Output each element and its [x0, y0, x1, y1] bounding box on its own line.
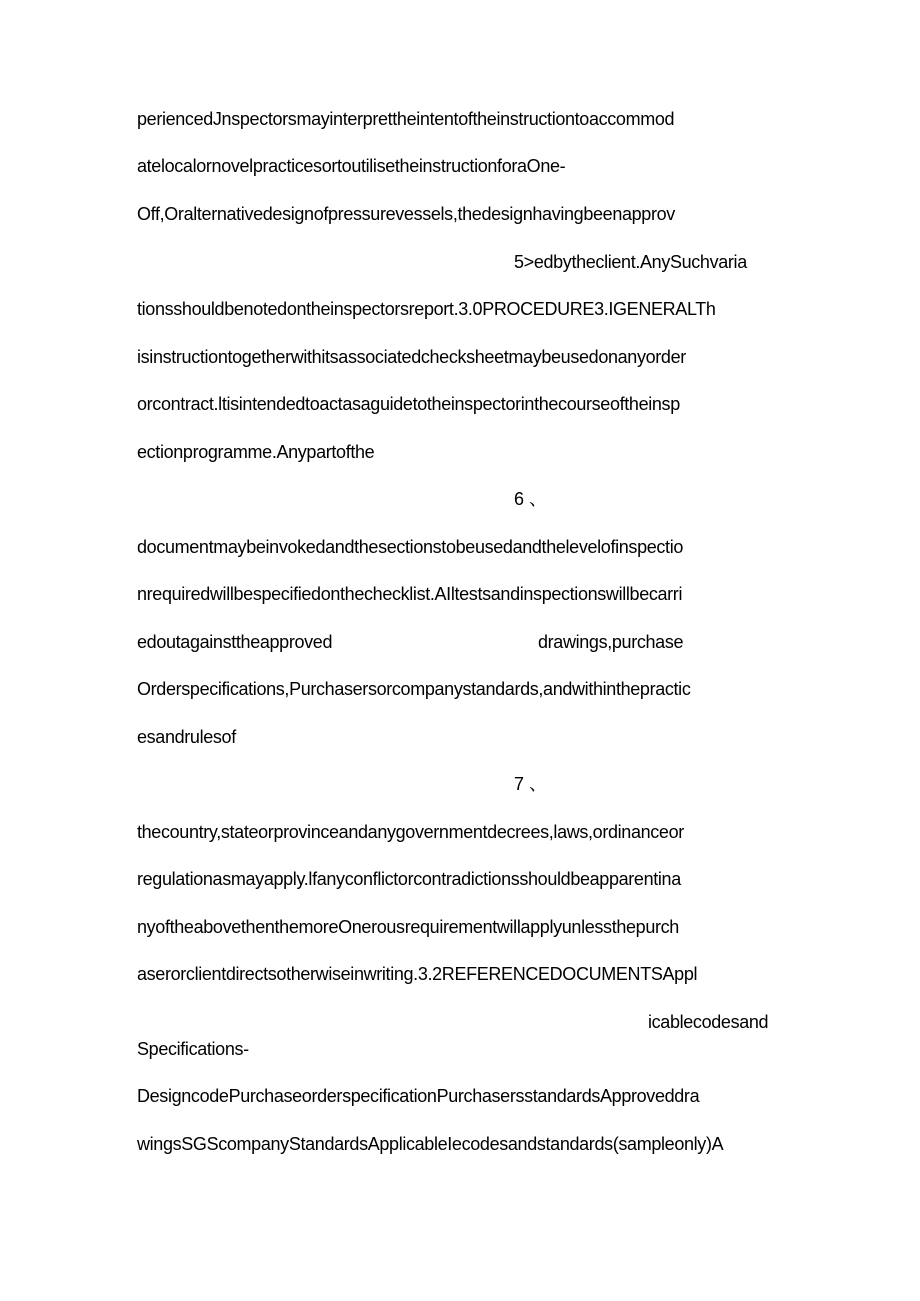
text-line: Off,Oralternativedesignofpressurevessels,thedesignhavingbeenapprov — [137, 204, 675, 224]
text-line: esandrulesof — [137, 727, 236, 747]
text-line: Orderspecifications,Purchasersorcompanystandards,andwithinthepractic — [137, 679, 691, 699]
text-line: aserorclientdirectsotherwiseinwriting.3.2REFERENCEDOCUMENTSAppl — [137, 964, 698, 984]
text-line: DesigncodePurchaseorderspecificationPurchasersstandardsApproveddra — [137, 1086, 700, 1106]
text-line: thecountry,stateorprovinceandanygovernmentdecrees,laws,ordinanceor — [137, 822, 684, 842]
text-line: ectionprogramme.Anypartofthe — [137, 442, 375, 462]
text-line: regulationasmayapply.lfanyconflictorcontradictionsshouldbeapparentina — [137, 869, 681, 889]
text-line: Specifications- — [137, 1039, 249, 1059]
text-line: isinstructiontogetherwithitsassociatedchecksheetmaybeusedonanyorder — [137, 347, 686, 367]
text-line: atelocalornovelpracticesortoutilisetheinstructionforaOne- — [137, 156, 566, 176]
text-line: tionsshouldbenotedontheinspectorsreport.3.0PROCEDURE3.IGENERALTh — [137, 299, 716, 319]
text-line: wingsSGScompanyStandardsApplicableIecodesandstandards(sampleonly)A — [137, 1134, 724, 1154]
text-line: nrequiredwillbespecifiedonthechecklist.AIltestsandinspectionswillbecarri — [137, 584, 683, 604]
text-line: orcontract.ltisintendedtoactasaguidetotheinspectorinthecourseoftheinsp — [137, 394, 680, 414]
page-number-marker: 7 、 — [514, 774, 548, 794]
page-number-marker: 6 、 — [514, 489, 548, 509]
text-line: documentmaybeinvokedandthesectionstobeusedandthelevelofinspectio — [137, 537, 683, 557]
text-line: nyoftheabovethenthemoreOnerousrequirementwillapplyunlessthepurch — [137, 917, 679, 937]
text-line: periencedJnspectorsmayinterprettheintentoftheinstructiontoaccommod — [137, 109, 675, 129]
text-line: edoutagainsttheapproved — [137, 632, 333, 652]
text-line: icablecodesand — [648, 1012, 769, 1032]
text-line: drawings,purchase — [538, 632, 684, 652]
text-line: 5>edbytheclient.AnySuchvaria — [514, 252, 747, 272]
